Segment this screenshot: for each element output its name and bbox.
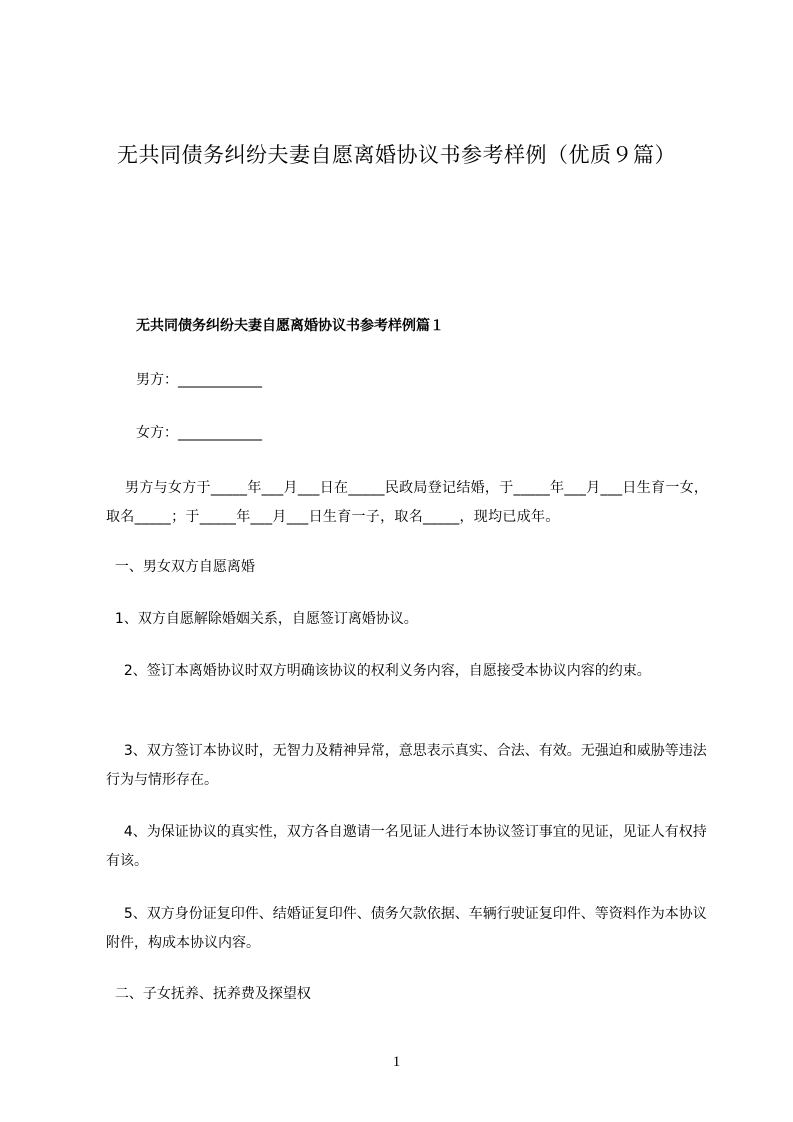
clause-3: 3、双方签订本协议时，无智力及精神异常，意思表示真实、合法、有效。无强迫和威胁等违法行为与情形存在。 (106, 743, 707, 788)
document-title: 无共同债务纠纷夫妻自愿离婚协议书参考样例（优质９篇） (117, 143, 676, 167)
female-party-line: 女方：____________ (136, 425, 262, 441)
section-title: 无共同债务纠纷夫妻自愿离婚协议书参考样例篇１ (136, 318, 444, 334)
heading-divorce-voluntary: 一、男女双方自愿离婚 (106, 559, 255, 575)
male-party-line: 男方：____________ (136, 372, 262, 388)
clause-2: 2、签订本离婚协议时双方明确该协议的权利义务内容，自愿接受本协议内容的约束。 (106, 663, 651, 679)
clause-4: 4、为保证协议的真实性，双方各自邀请一名见证人进行本协议签订事宜的见证，见证人有权持有该。 (106, 824, 707, 869)
intro-paragraph: 男方与女方于_____年___月___日在_____民政局登记结婚，于_____年___月___日生育一女，取名_____；于_____年___月___日生育一子，取名_____，现均已成年。 (106, 480, 709, 525)
clause-1: 1、双方自愿解除婚姻关系，自愿签订离婚协议。 (106, 611, 418, 627)
heading-child-support: 二、子女抚养、抚养费及探望权 (106, 986, 311, 1002)
clause-5: 5、双方身份证复印件、结婚证复印件、债务欠款依据、车辆行驶证复印件、等资料作为本协议附件，构成本协议内容。 (106, 906, 707, 951)
page-number: 1 (392, 1054, 401, 1070)
